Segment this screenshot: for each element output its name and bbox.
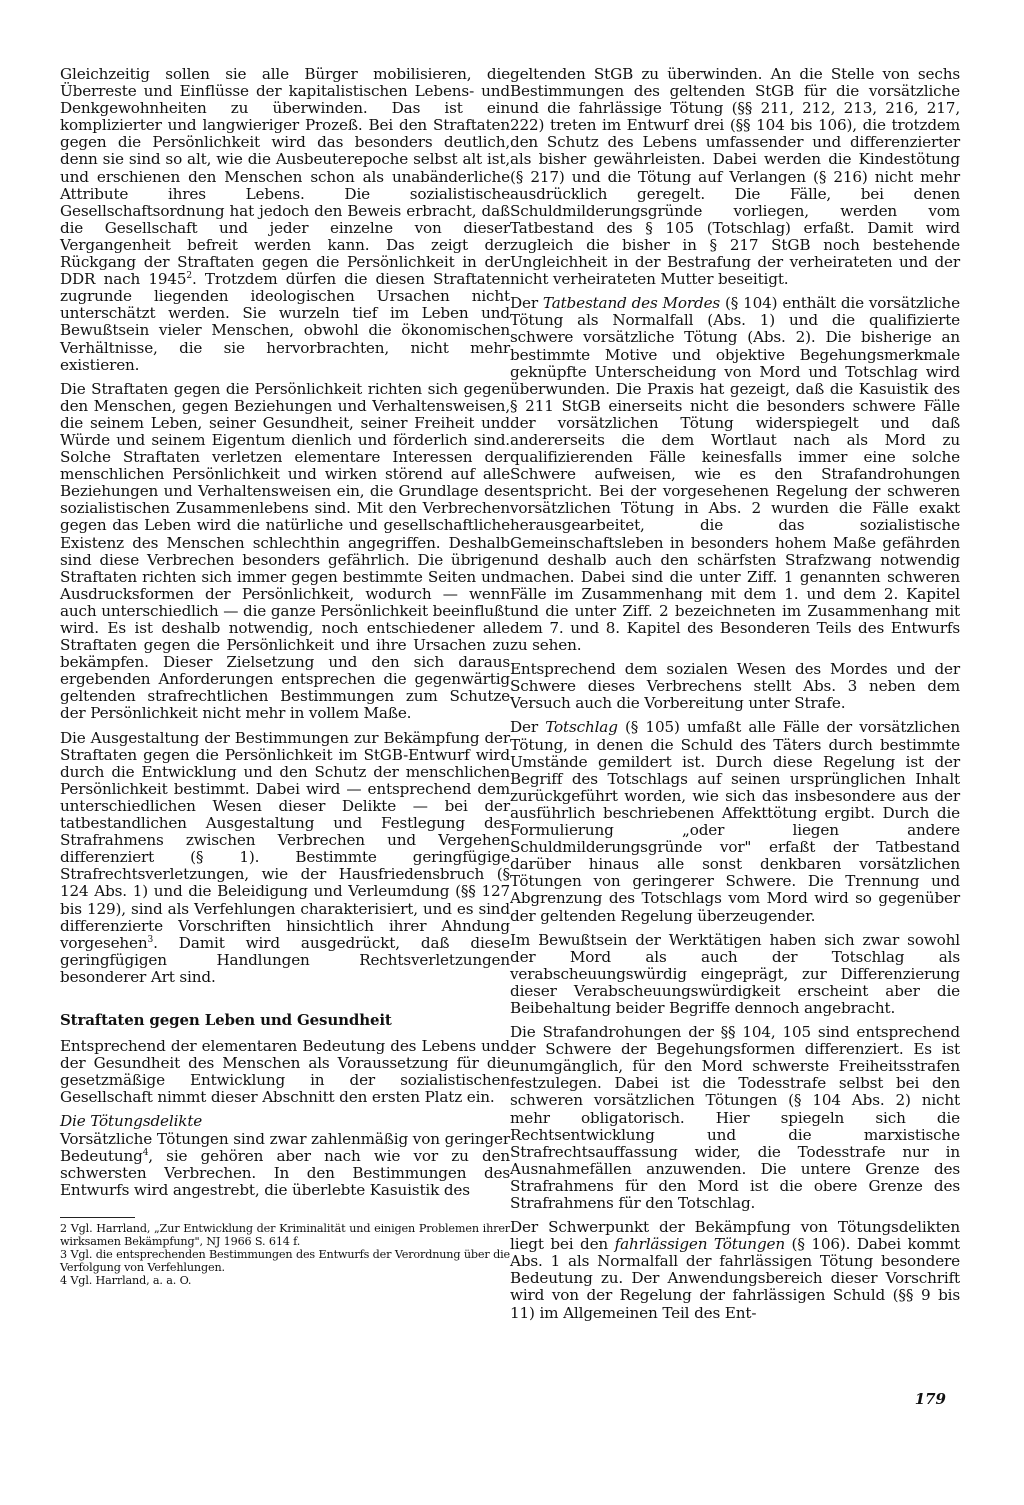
paragraph: Entsprechend der elementaren Bedeutung des Lebens und der Gesundheit des Menschen als Voraussetzung für die gesetzmäßige Entwicklung in der sozialistischen Gesellschaft nimmt dieser Abschnitt den ersten Platz ein. (60, 1037, 510, 1107)
footnote: 2 Vgl. Harrland, „Zur Entwicklung der Kriminalität und einigen Problemen ihrer wirksamen Bekämpfung", NJ 1966 S. 614 f. (60, 1221, 510, 1248)
footnote: 4 Vgl. Harrland, a. a. O. (60, 1273, 192, 1287)
footnote-ref: 4 (142, 1147, 149, 1158)
subsection-heading: Die Tötungsdelikte (60, 1112, 203, 1131)
right-column (510, 66, 960, 1322)
emphasis: Totschlag (545, 718, 618, 737)
footnote: 3 Vgl. die entsprechenden Bestimmungen des Entwurfs der Verordnung über die Verfolgung von Verfehlungen. (60, 1247, 510, 1274)
paragraph: Im Bewußtsein der Werktätigen haben sich zwar sowohl der Mord als auch der Totschlag als verabscheuungswürdig eingeprägt, zur Differenzierung dieser Verabscheuungswürdigkeit erscheint aber die Beibehaltung beider Begriffe dennoch angebracht. (510, 930, 960, 1017)
footnote-ref: 3 (147, 934, 154, 945)
paragraph: Die Straftaten gegen die Persönlichkeit richten sich gegen den Menschen, gegen Beziehungen und Verhaltensweisen, die seinem Leben, seiner Gesundheit, seiner Freiheit und Würde und seinem Eigentum dienlich und förderlich sind. Solche Straftaten verletzen elementare Interessen der menschlichen Persönlichkeit und wirken störend auf alle Beziehungen und Verhaltensweisen ein, die Grundlage des sozialistischen Zusammenlebens sind. Mit den Verbrechen gegen das Leben wird die natürliche und gesellschaftliche Existenz des Menschen schlechthin angegriffen. Deshalb sind diese Verbrechen besonders gefährlich. Die übrigen Straftaten richten sich immer gegen bestimmte Seiten und Ausdrucksformen der Persönlichkeit, wodurch — wenn auch unterschiedlich — die ganze Persönlichkeit beeinflußt wird. Es ist deshalb notwendig, noch entschiedener alle Straftaten gegen die Persönlichkeit und ihre Ursachen zu bekämpfen. Dieser Zielsetzung und den sich daraus ergebenden Anforderungen entsprechen die gegenwärtig geltenden strafrechtlichen Bestimmungen zum Schutze der Persönlichkeit nicht mehr in vollem Maße. (60, 379, 510, 723)
footnotes (60, 1222, 510, 1287)
footnote-divider (60, 1217, 135, 1218)
paragraph: Entsprechend dem sozialen Wesen des Mordes und der Schwere dieses Verbrechens stellt Abs. 3 neben dem Versuch auch die Vorbereitung unter Strafe. (510, 660, 960, 713)
paragraph: geltenden StGB zu überwinden. An die Stelle von sechs Bestimmungen des geltenden StGB für die vorsätzliche und die fahrlässige Tötung (§§ 211, 212, 213, 216, 217, 222) treten im Entwurf drei (§§ 104 bis 106), die trotzdem den Schutz des Lebens umfassender und differenzierter als bisher gewährleisten. Dabei werden die Kindestötung (§ 217) und die Tötung auf Verlangen (§ 216) nicht mehr ausdrücklich geregelt. Die Fälle, bei denen Schuldmilderungsgründe vorliegen, werden vom Tatbestand des § 105 (Totschlag) erfaßt. Damit wird zugleich die bisher in § 217 StGB noch bestehende Ungleichheit in der Bestrafung der verheirateten und der nicht verheirateten Mutter beseitigt. (510, 65, 960, 289)
paragraph: Der Tatbestand des Mordes (§ 104) enthält die vorsätzliche Tötung als Normalfall (Abs. 1) und die qualifizierte schwere vorsätzliche Tötung (Abs. 2). Die bisherige an bestimmte Motive und objektive Begehungsmerkmale geknüpfte Unterscheidung von Mord und Totschlag wird überwunden. Die Praxis hat gezeigt, daß die Kasuistik des § 211 StGB einerseits nicht die besonders schwere Fälle der vorsätzlichen Tötung widerspiegelt und daß andererseits die dem Wortlaut nach als Mord zu qualifizierenden Fälle keinesfalls immer eine solche Schwere aufweisen, wie es den Strafandrohungen entspricht. Bei der vorgesehenen Regelung der schweren vorsätzlichen Tötung in Abs. 2 wurden die Fälle exakt herausgearbeitet, die das sozialistische Gemeinschaftsleben in besonders hohem Maße gefährden und deshalb auch den schärfsten Strafzwang notwendig machen. Dabei sind die unter Ziff. 1 genannten schweren Fälle im Zusammenhang mit dem 1. und dem 2. Kapitel und die unter Ziff. 2 bezeichneten im Zusammenhang mit dem 7. und 8. Kapitel des Besonderen Teils des Entwurfs zu sehen. (510, 294, 961, 655)
paragraph: Gleichzeitig sollen sie alle Bürger mobilisieren, die Überreste und Einflüsse der kapitalistischen Lebens- und Denkgewohnheiten zu überwinden. Das ist ein komplizierter und langwieriger Prozeß. Bei den Straftaten gegen die Persönlichkeit wird das besonders deutlich, denn sie sind so alt, wie die Ausbeuterepoche selbst alt ist, und erschienen den Menschen schon als unabänderliche Attribute ihres Lebens. Die sozialistische Gesellschaftsordnung hat jedoch den Beweis erbracht, daß die Gesellschaft und jeder einzelne von dieser Vergangenheit befreit werden kann. Das zeigt der Rückgang der Straftaten gegen die Persönlichkeit in der DDR nach 1945$^2$. Trotzdem dürfen die diesen Straftaten zugrunde liegenden ideologischen Ursachen nicht unterschätzt werden. Sie wurzeln tief im Leben und Bewußtsein vieler Menschen, obwohl die ökonomischen Verhältnisse, die sie hervorbrachten, nicht mehr existieren. (60, 65, 510, 374)
paragraph: Vorsätzliche Tötungen sind zwar zahlenmäßig von geringer Bedeutung$^4$, sie gehören aber nach wie vor zu den schwersten Verbrechen. In den Bestimmungen des Entwurfs wird angestrebt, die überlebte Kasuistik des (60, 1129, 510, 1199)
section-heading: Straftaten gegen Leben und Gesundheit (60, 1010, 392, 1029)
footnote-ref: 2 (186, 271, 192, 282)
paragraph: Die Ausgestaltung der Bestimmungen zur Bekämpfung der Straftaten gegen die Persönlichkeit im StGB-Entwurf wird durch die Entwicklung und den Schutz der menschlichen Persönlichkeit bestimmt. Dabei wird — entsprechend dem unterschiedlichen Wesen dieser Delikte — bei der tatbestandlichen Ausgestaltung und Festlegung des Strafrahmens zwischen Verbrechen und Vergehen differenziert (§ 1). Bestimmte geringfügige Strafrechtsverletzungen, wie der Hausfriedensbruch (§ 124 Abs. 1) und die Beleidigung und Verleumdung (§§ 127 bis 129), sind als Verfehlungen charakterisiert, und es sind differenzierte Vorschriften hinsichtlich ihrer Ahndung vorgesehen$^3$. Damit wird ausgedrückt, daß diese geringfügigen Handlungen Rechtsverletzungen besonderer Art sind. (60, 728, 510, 986)
page-number: 179 (914, 1390, 946, 1408)
paragraph: Die Strafandrohungen der §§ 104, 105 sind entsprechend der Schwere der Begehungsformen differenziert. Es ist unumgänglich, für den Mord schwerste Freiheitsstrafen festzulegen. Dabei ist die Todesstrafe selbst bei den schweren vorsätzlichen Tötungen (§ 104 Abs. 2) nicht mehr obligatorisch. Hier spiegeln sich die Rechtsentwicklung und die marxistische Strafrechtsauffassung wider, die Todesstrafe nur in Ausnahmefällen anzuwenden. Die untere Grenze des Strafrahmens für den Mord ist die obere Grenze des Strafrahmens für den Totschlag. (510, 1023, 960, 1212)
emphasis: Tatbestand des Mordes (542, 294, 721, 313)
left-column (60, 66, 510, 1287)
paragraph: Der Schwerpunkt der Bekämpfung von Tötungsdelikten liegt bei den fahrlässigen Tötungen (§ 106). Dabei kommt Abs. 1 als Normalfall der fahrlässigen Tötung besondere Bedeutung zu. Der Anwendungsbereich dieser Vorschrift wird von der Regelung der fahrlässigen Schuld (§§ 9 bis 11) im Allgemeinen Teil des Ent- (510, 1218, 960, 1322)
emphasis: fahrlässigen Tötungen (614, 1235, 785, 1254)
paragraph: Der Totschlag (§ 105) umfaßt alle Fälle der vorsätzlichen Tötung, in denen die Schuld des Täters durch bestimmte Umstände gemildert ist. Durch diese Regelung ist der Begriff des Totschlags auf seinen ursprünglichen Inhalt zurückgeführt worden, wie sich das insbesondere aus der ausführlich beschriebenen Affekttötung ergibt. Durch die Formulierung „oder liegen andere Schuldmilderungsgründe vor" erfaßt der Tatbestand darüber hinaus alle sonst denkbaren vorsätzlichen Tötungen von geringerer Schwere. Die Trennung und Abgrenzung des Totschlags vom Mord wird so gegenüber der geltenden Regelung überzeugender. (510, 718, 960, 925)
